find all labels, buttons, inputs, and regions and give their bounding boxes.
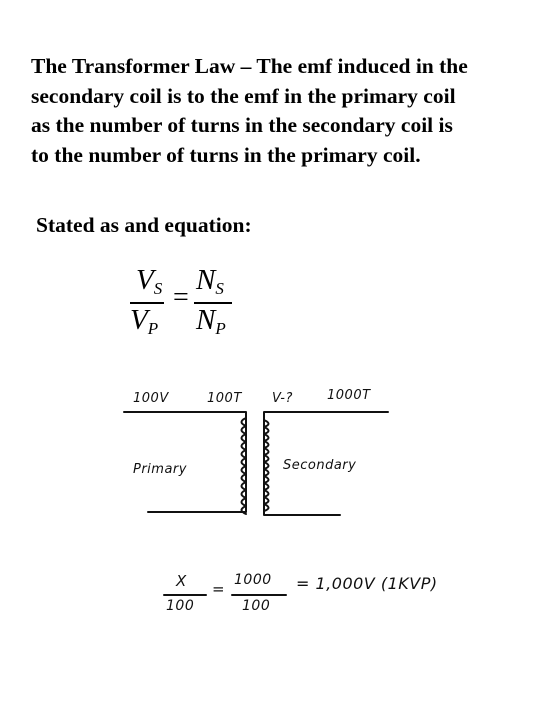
- primary-voltage-label: 100V: [133, 391, 169, 406]
- secondary-voltage-label: V-?: [272, 391, 293, 406]
- calc-equals: =: [212, 580, 226, 598]
- calc-result: = 1,000V (1KVP): [296, 574, 438, 593]
- stated-as-equation-label: Stated as and equation:: [36, 213, 252, 237]
- primary-turns-label: 100T: [207, 391, 242, 406]
- secondary-turns-label: 1000T: [327, 388, 371, 403]
- equation-np: $N_P$: [196, 304, 226, 338]
- calc-lhs-numerator: X: [176, 572, 187, 590]
- calc-rhs-numerator: 1000: [234, 572, 272, 588]
- law-line: secondary coil is to the emf in the primary coil: [31, 83, 456, 108]
- equation-equals: =: [173, 282, 189, 313]
- secondary-label: Secondary: [283, 458, 357, 473]
- law-line: The Transformer Law – The emf induced in the: [31, 54, 468, 78]
- calc-lhs-denominator: 100: [166, 598, 195, 614]
- equation-vp: $V_P$: [130, 304, 159, 338]
- law-line: to the number of turns in the primary coil.: [31, 142, 421, 167]
- primary-label: Primary: [133, 462, 187, 477]
- equation-vs: $V_S$: [136, 264, 163, 298]
- law-line: as the number of turns in the secondary coil is: [31, 113, 453, 137]
- calc-rhs-denominator: 100: [242, 598, 271, 614]
- equation-ns: $N_S$: [196, 264, 224, 298]
